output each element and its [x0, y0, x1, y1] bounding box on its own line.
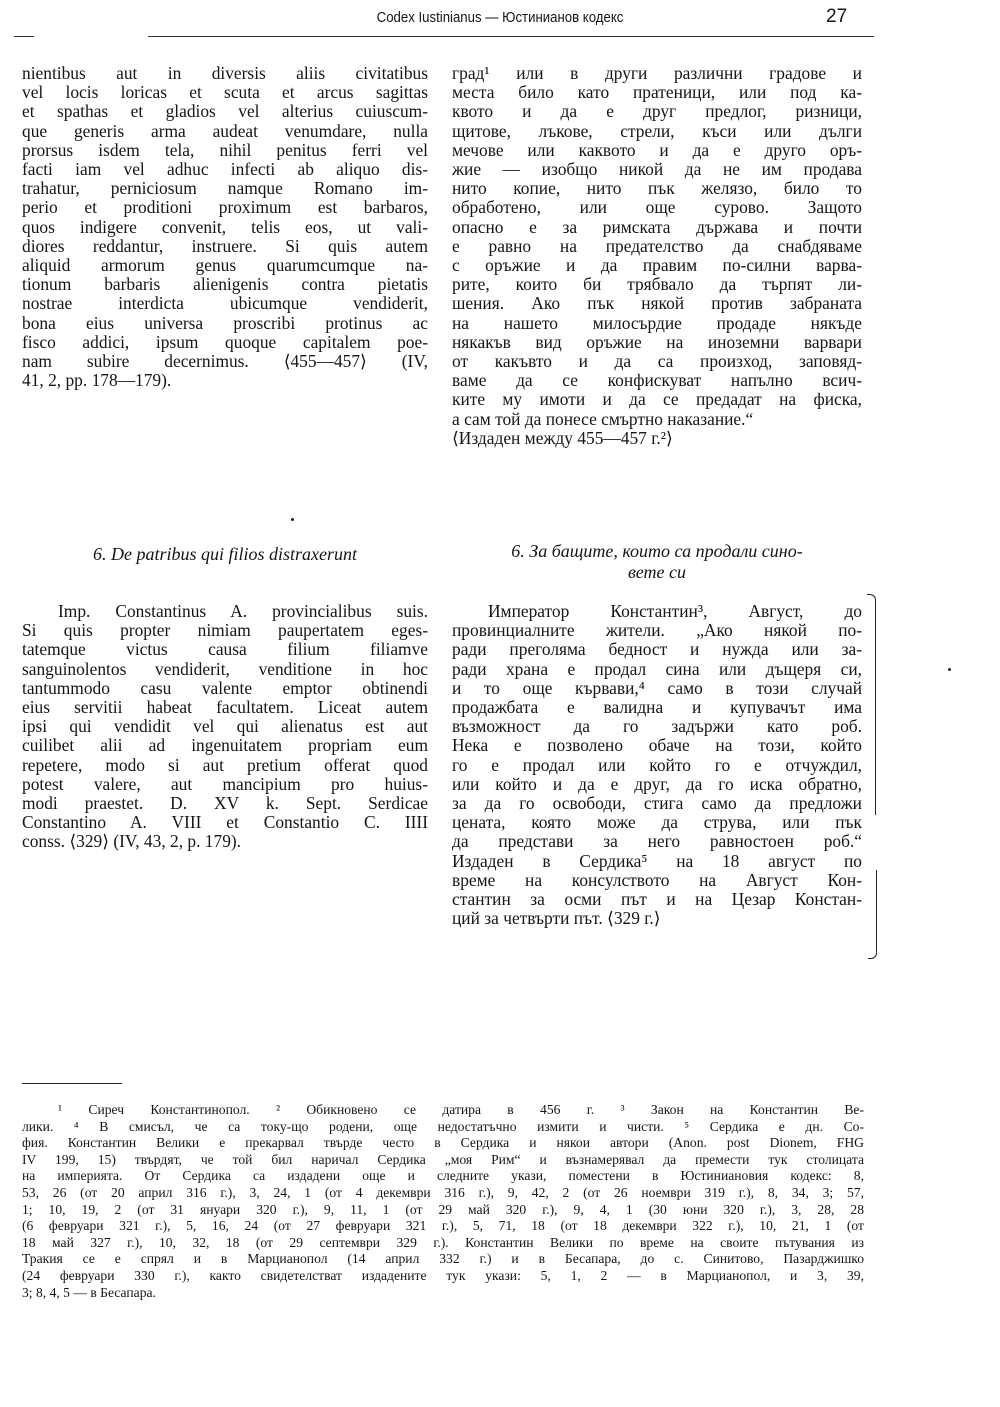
text-line: или който и да е друг, да го иска обратно,: [452, 773, 862, 794]
text-line: sanguinolentos vendiderit, venditione in hoc: [22, 658, 428, 679]
text-line: cuilibet alii ad ingenuitatem propriam eum: [22, 735, 428, 756]
text-line: modi praestet. D. XV k. Sept. Serdicae: [22, 793, 428, 814]
text-line: ваме да се конфискуват напълно всич-: [452, 370, 862, 391]
text-line: Издаден в Сердика⁵ на 18 август по: [452, 850, 862, 871]
text-line: а сам той да понесе смъртно наказание.“: [452, 408, 754, 429]
footnote-separator: [22, 1083, 122, 1084]
footnotes: [22, 1102, 864, 1301]
text-line: que generis arma audeat venumdare, nulla: [22, 120, 428, 141]
text-line: fisco addici, ipsum quoque capitalem poe-: [22, 331, 428, 352]
text-line: нито копие, нито пък желязо, било то: [452, 178, 862, 199]
text-line: град¹ или в други различни градове и: [452, 63, 862, 83]
stray-dot-mark: [291, 518, 294, 521]
text-line: 53, 26 (от 20 април 316 г.), 3, 24, 1 (от 4 декември 316 г.), 9, 42, 2 (от 26 ноември 319 г.), 8, 34, 3; 57,: [22, 1184, 864, 1200]
section6-bulgarian-text: [452, 602, 862, 928]
text-line: 18 май 327 г.), 10, 32, 18 (от 29 септември 329 г.). Константин Велики по време на своите пътувания из: [22, 1234, 864, 1250]
section6-latin-text: [22, 602, 428, 852]
text-line: рите, които би трябвало да търпят ли-: [452, 274, 862, 295]
text-line: опасно е за римската държава и почти: [452, 216, 862, 237]
text-line: aliquid armorum genus quarumcumque na-: [22, 255, 428, 276]
section5-latin-text: [22, 64, 428, 390]
text-line: на нашето милосърдие продаде някъде: [452, 312, 862, 333]
text-line: жие — изобщо никой да не им продава: [452, 159, 862, 180]
text-line: prorsus isdem tela, nihil penitus ferri vel: [22, 139, 428, 160]
heading-line: 6. За бащите, които са продали сино-: [511, 541, 803, 561]
text-line: Si quis propter nimiam paupertatem eges-: [22, 620, 428, 641]
text-line: провинциалните жители. „Ако някой по-: [452, 620, 862, 641]
text-line: Нека е позволено обаче на този, който: [452, 735, 862, 756]
section6-latin-heading: 6. De patribus qui filios distraxerunt: [92, 544, 357, 564]
text-line: diores reddantur, instruere. Si quis autem: [22, 235, 428, 256]
text-line: Тракия се е спрял и в Марцианопол (14 април 332 г.) и в Бесапара, до с. Синитово, Пазарджишко: [22, 1251, 864, 1267]
section5-bulgarian-text: [452, 64, 862, 448]
text-line: ките му имоти и да се предадат на фиска,: [452, 389, 862, 410]
heading-line: вете си: [627, 562, 687, 582]
text-line: (24 февруари 330 г.), както свидетелстват издадените тук укази: 5, 1, 2 — в Марцианопол, и 3, 39,: [22, 1267, 864, 1283]
text-line: Constantino A. VIII et Constantio C. IIII: [22, 812, 428, 833]
text-line: ций за четвърти път. ⟨329 г.⟩: [452, 908, 661, 929]
text-line: bona eius universa proscribi protinus ac: [22, 312, 428, 333]
page-number: 27: [826, 6, 848, 27]
text-line: ради преголяма бедност и нужда или за-: [452, 639, 862, 660]
text-line: 3; 8, 4, 5 — в Бесапара.: [22, 1284, 156, 1300]
text-line: potest valere, aut mancipium pro huius-: [22, 773, 428, 794]
text-line: за да го освободи, стига само да предложи: [452, 793, 862, 814]
margin-dot-mark: [948, 668, 951, 671]
text-line: eius servitii habeat facultatem. Liceat autem: [22, 697, 428, 718]
running-title: Codex Iustinianus — Юстинианов кодекс: [376, 9, 624, 26]
text-line: го е продал или който го е отчуждил,: [452, 754, 862, 775]
text-line: стантин за осми път и на Цезар Констан-: [452, 889, 862, 910]
text-line: места било като пратеници, или под ка-: [452, 82, 862, 103]
text-line: repetere, modo si aut pretium offerat quod: [22, 754, 428, 775]
text-line: и то още кървави,⁴ само в този случай: [452, 677, 862, 698]
text-line: conss. ⟨329⟩ (IV, 43, 2, p. 179).: [22, 831, 242, 852]
text-line: цената, която може да струва, или пък: [452, 812, 862, 833]
text-line: tatemque victus causa filium filiamve: [22, 639, 428, 660]
running-header: [0, 6, 1000, 36]
text-line: (6 февруари 321 г.), 5, 16, 24 (от 27 февруари 321 г.), 5, 71, 18 (от 18 декември 322 г.), 10, 21, 1 (от: [22, 1218, 864, 1234]
text-line: да представи за него равностоен роб.“: [452, 831, 862, 852]
text-line: продажбата е валидна и купувачът има: [452, 697, 862, 718]
text-line: nostrae interdicta ubicumque vendiderit,: [22, 293, 428, 314]
margin-bracket-top: [867, 594, 876, 815]
text-line: време на консулството на Август Кон-: [452, 869, 862, 890]
text-line: trahatur, perniciosum namque Romano im-: [22, 178, 428, 199]
text-line: мечове или каквото и да е друго оръ-: [452, 139, 862, 160]
text-line: ipsi qui vendidit vel qui alienatus est aut: [22, 716, 428, 737]
text-line: Император Константин³, Август, до: [488, 601, 862, 621]
text-line: лики. ⁴ В смисъл, че са току-що родени, още недостатъчно измити и чисти. ⁵ Сердика е дн. Со-: [22, 1118, 864, 1134]
text-line: tantummodo casu valente emptor obtinendi: [22, 677, 428, 698]
text-line: 41, 2, pp. 178—179).: [22, 370, 172, 391]
text-line: 1; 10, 19, 2 (от 31 януари 320 г.), 9, 11, 1 (от 29 май 320 г.), 9, 4, 1 (30 юни 320 г.), 3, 28, 28: [22, 1201, 864, 1217]
text-line: nam subire decernimus. ⟨455—457⟩ (IV,: [22, 351, 428, 372]
text-line: с оръжие и да правим по-силни варва-: [452, 255, 862, 276]
text-line: ¹ Сиреч Константинопол. ² Обикновено се датира в 456 г. ³ Закон на Константин Ве-: [58, 1102, 864, 1117]
text-line: възможност да го задържи като роб.: [452, 716, 862, 737]
text-line: някакъв вид оръжие на иноземни варвари: [452, 331, 862, 352]
text-line: nientibus aut in diversis aliis civitatibus: [22, 63, 428, 83]
text-line: perio et proditioni proximum est barbaros,: [22, 197, 428, 218]
text-line: фия. Константин Велики е прекарвал твърде често в Сердика и някои автори (Anon. post Dionem, FHG: [22, 1135, 864, 1151]
text-line: квото и да е друг предлог, ризници,: [452, 101, 862, 122]
text-line: IV 199, 15) твърдят, че той бил наричал Сердика „моя Рим“ и възнамерявал да премести тук столицата: [22, 1151, 864, 1167]
text-line: Imp. Constantinus A. provincialibus suis.: [58, 601, 428, 621]
text-line: vel locis loricas et scuta et arcus sagittas: [22, 82, 428, 103]
text-line: шения. Ако пък някой против забраната: [452, 293, 862, 314]
text-line: щитове, лъкове, стрели, къси или дълги: [452, 120, 862, 141]
text-line: ⟨Издаден между 455—457 г.²⟩: [452, 427, 673, 448]
header-rule: [148, 36, 874, 37]
section6-bulgarian-heading: [452, 541, 862, 583]
text-line: tionum barbaris alienigenis contra pietatis: [22, 274, 428, 295]
text-line: от какъвто и да са произход, заповяд-: [452, 351, 862, 372]
text-line: et spathas et gladios vel alterius cuiuscum-: [22, 101, 428, 122]
text-line: обработено, или още сурово. Защото: [452, 197, 862, 218]
header-rule-short: [14, 36, 34, 37]
text-line: quos indigere convenit, telis eos, ut vali-: [22, 216, 428, 237]
text-line: е равно на предателство да снабдяваме: [452, 235, 862, 256]
text-line: на империята. От Сердика са издадени още и следните укази, поместени в Юстиниановия кодекс: 8,: [22, 1168, 864, 1184]
text-line: facti iam vel adhuc infecti ab aliquo dis-: [22, 159, 428, 180]
text-line: ради храна е продал сина или дъщеря си,: [452, 658, 862, 679]
margin-bracket-bottom: [868, 870, 877, 959]
